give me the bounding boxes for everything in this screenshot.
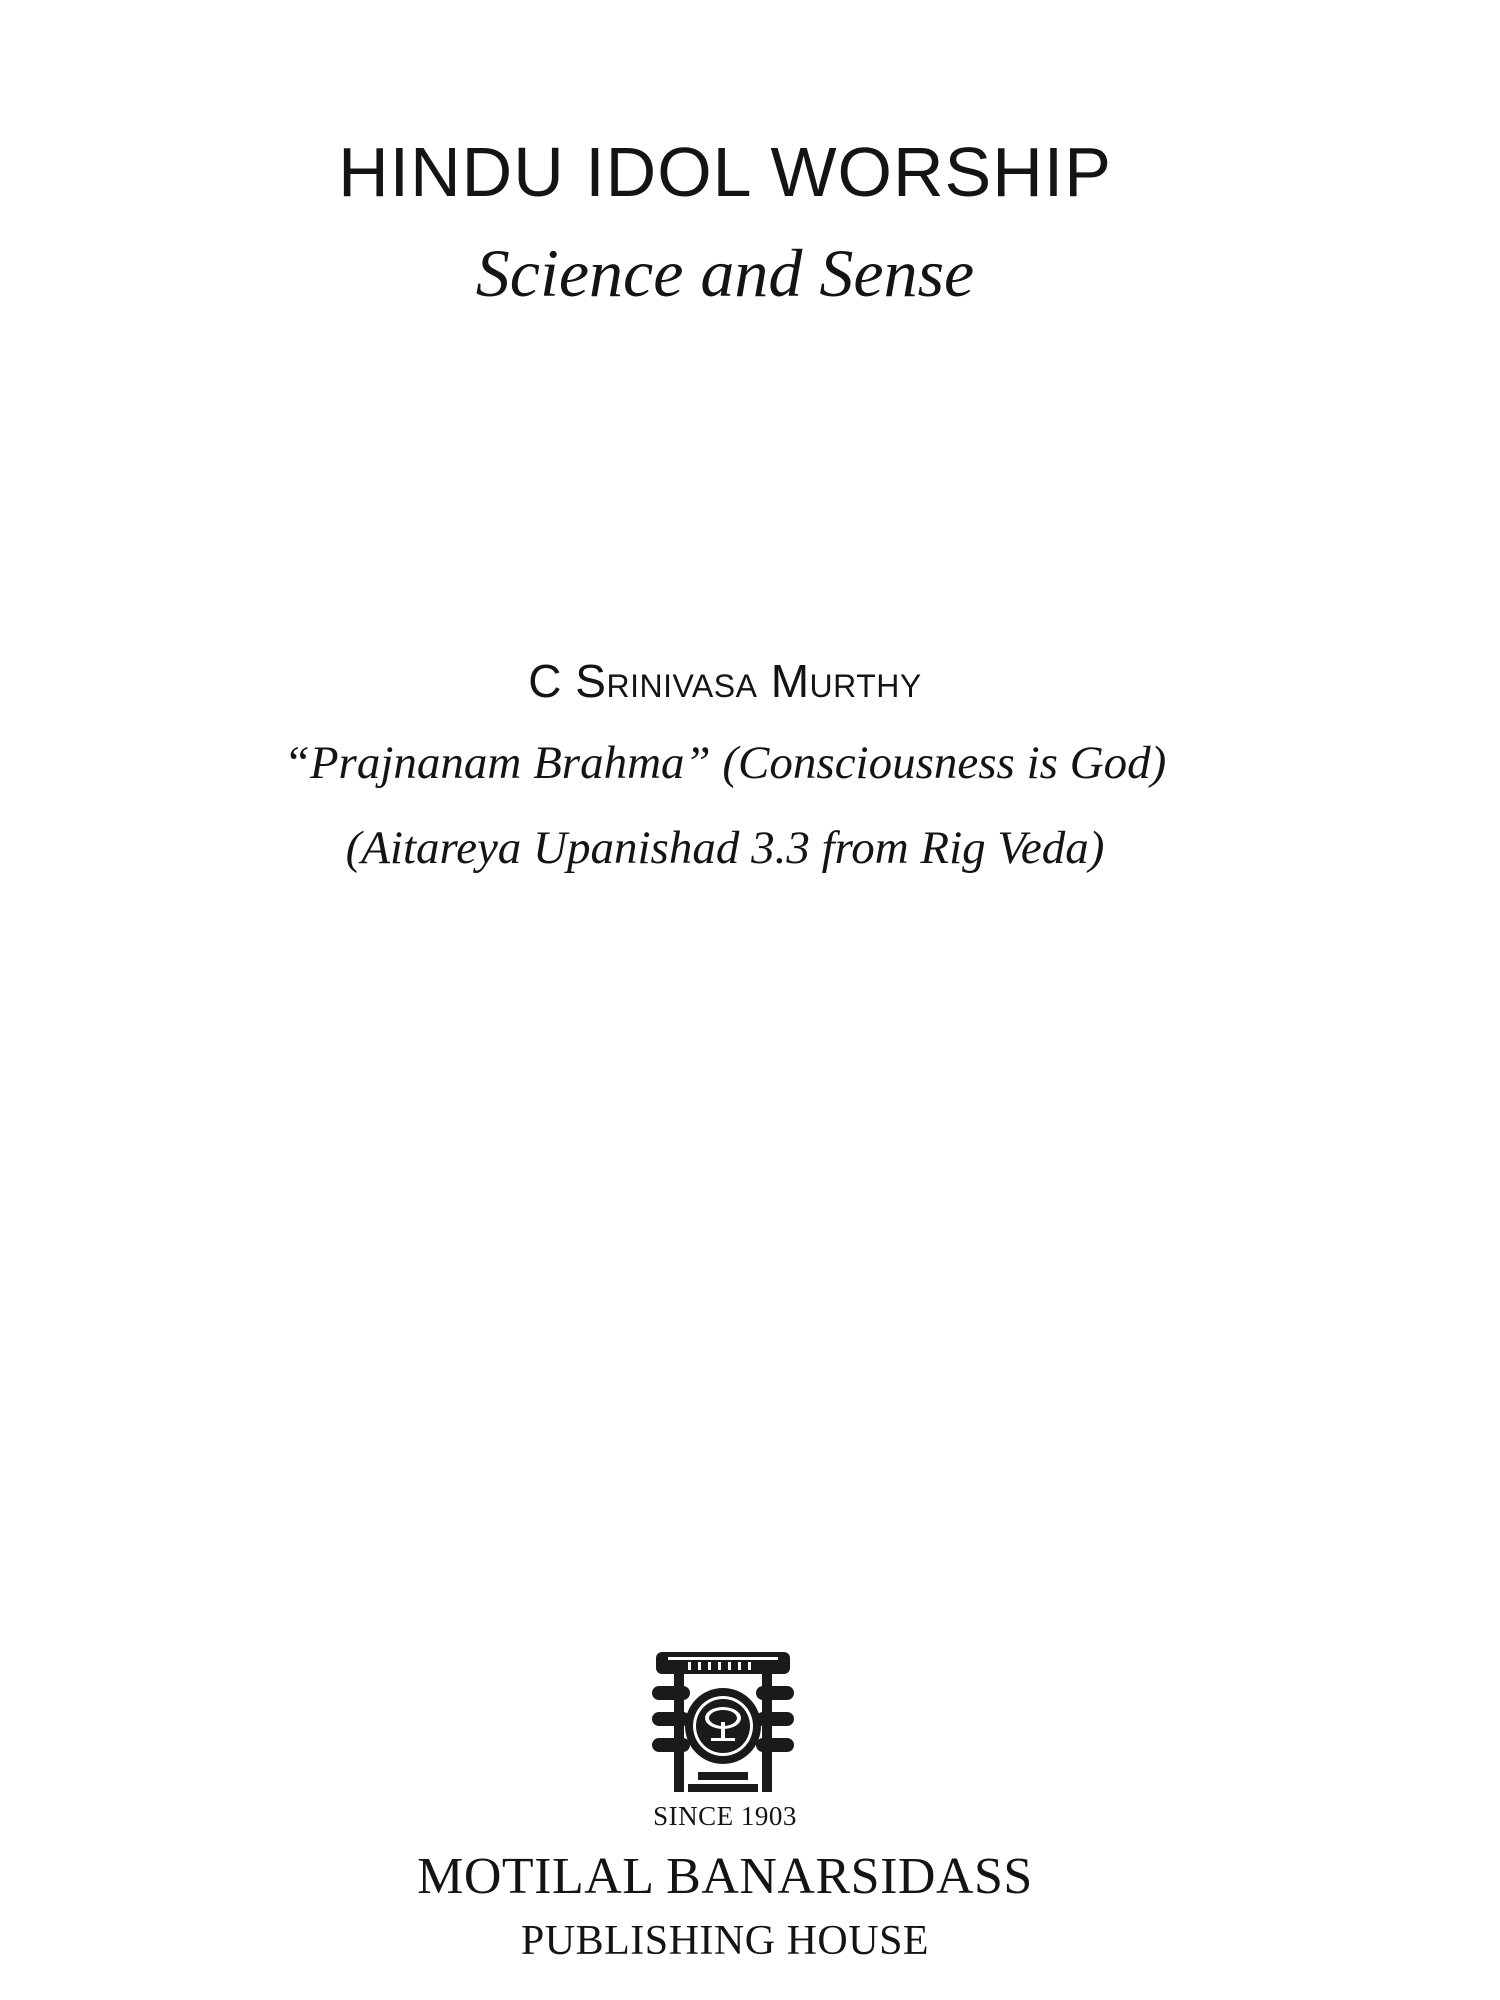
publisher-since: SINCE 1903 [653,1801,797,1831]
publisher-imprint: PUBLISHING HOUSE [520,1918,930,1964]
book-title: HINDU IDOL WORSHIP [338,133,1112,211]
publisher-name: MOTILAL BANARSIDASS [417,1848,1033,1905]
author-name: C Srinivasa Murthy [528,655,922,707]
publisher-emblem-icon [648,1648,798,1798]
book-subtitle: Science and Sense [475,235,975,311]
epigraph-line-2: (Aitareya Upanishad 3.3 from Rig Veda) [345,822,1105,874]
epigraph-line-1: “Prajnanam Brahma” (Consciousness is God) [283,737,1167,789]
